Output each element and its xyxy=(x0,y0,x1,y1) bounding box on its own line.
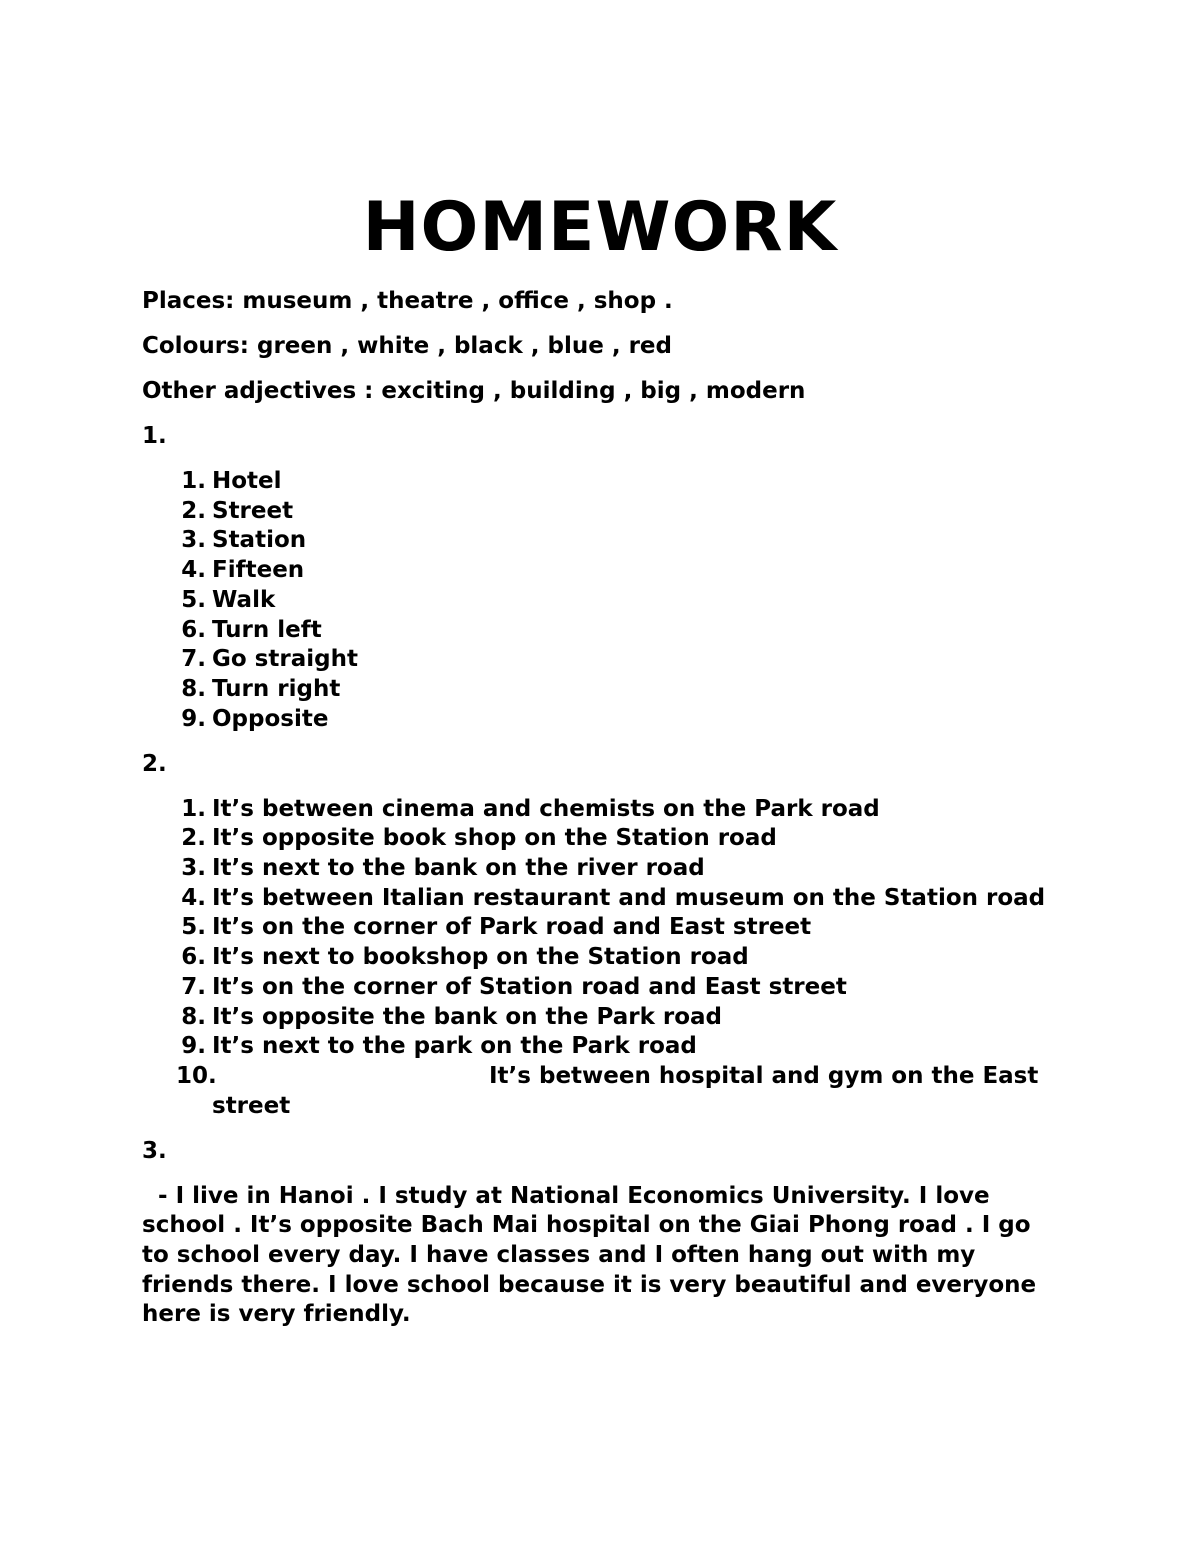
item-number: 6. xyxy=(181,944,206,971)
item-text: Walk xyxy=(212,586,276,613)
list-item xyxy=(142,1062,1062,1121)
item-number: 7. xyxy=(181,646,206,673)
item-number: 4. xyxy=(181,884,206,911)
places-line: Places: museum , theatre , office , shop . xyxy=(142,288,673,314)
list-item xyxy=(142,884,1062,914)
item-text: Turn right xyxy=(212,675,341,702)
list-item xyxy=(142,616,1062,646)
item-number: 9. xyxy=(181,1033,206,1060)
item-number: 2. xyxy=(181,825,206,852)
list-item xyxy=(142,795,1062,825)
item-text: Station xyxy=(212,527,307,554)
section-1-heading: 1. xyxy=(142,423,167,449)
section-2-heading: 2. xyxy=(142,750,167,777)
item-number: 6. xyxy=(181,616,206,643)
item-text: It’s between Italian restaurant and museum on the Station road xyxy=(212,884,1046,911)
list-item xyxy=(142,467,1062,497)
list-item xyxy=(142,913,1062,943)
item-text: It’s between hospital and gym on the East street xyxy=(212,1062,1039,1119)
list-item xyxy=(142,645,1062,675)
list-item xyxy=(142,497,1062,527)
list-item xyxy=(142,705,1062,735)
item-number: 10. xyxy=(176,1062,217,1089)
colours-line: Colours: green , white , black , blue , red xyxy=(142,333,672,359)
paragraph-text: - I live in Hanoi . I study at National Economics University. I love school . It’s opposite Bach Mai hospital on the Giai Phong road . I go to school every day. I have classes and I often hang out with my friends there. I love school because it is very beautiful and everyone here is very friendly. xyxy=(142,1182,1037,1328)
list-item xyxy=(142,586,1062,616)
list-item xyxy=(142,943,1062,973)
item-number: 8. xyxy=(181,675,206,702)
section-3-paragraph xyxy=(142,1182,1062,1331)
item-number: 3. xyxy=(181,855,206,882)
item-number: 7. xyxy=(181,973,206,1000)
list-item xyxy=(142,824,1062,854)
item-text: It’s on the corner of Station road and East street xyxy=(212,973,847,1000)
page-title: HOMEWORK xyxy=(362,188,838,267)
document-body xyxy=(142,287,1062,1330)
item-number: 8. xyxy=(181,1003,206,1030)
item-text: Go straight xyxy=(212,646,358,673)
item-text: Turn left xyxy=(212,616,322,643)
item-text: Street xyxy=(212,497,294,524)
section-2-list xyxy=(142,795,1062,1122)
list-item xyxy=(142,556,1062,586)
item-number: 2. xyxy=(181,497,206,524)
item-text: It’s between cinema and chemists on the Park road xyxy=(212,795,880,822)
item-text: It’s next to the park on the Park road xyxy=(212,1033,697,1060)
section-3-heading: 3. xyxy=(142,1137,167,1164)
item-number: 5. xyxy=(181,914,206,941)
item-text: It’s next to the bank on the river road xyxy=(212,855,705,882)
list-item xyxy=(142,675,1062,705)
item-text: It’s opposite the bank on the Park road xyxy=(212,1003,723,1030)
list-item xyxy=(142,854,1062,884)
adjectives-line: Other adjectives : exciting , building , big , modern xyxy=(142,378,806,404)
list-item xyxy=(142,1003,1062,1033)
item-number: 1. xyxy=(181,795,206,822)
list-item xyxy=(142,526,1062,556)
item-text: It’s on the corner of Park road and East street xyxy=(212,914,812,941)
item-text: Opposite xyxy=(212,705,329,732)
list-item xyxy=(142,973,1062,1003)
item-number: 9. xyxy=(181,705,206,732)
item-number: 1. xyxy=(181,468,206,494)
item-number: 4. xyxy=(181,557,206,584)
item-text: Fifteen xyxy=(212,557,305,584)
section-1-list xyxy=(142,467,1062,734)
item-text: It’s opposite book shop on the Station road xyxy=(212,825,777,852)
list-item xyxy=(142,1032,1062,1062)
item-number: 5. xyxy=(181,586,206,613)
item-text: Hotel xyxy=(212,468,282,494)
item-text: It’s next to bookshop on the Station road xyxy=(212,944,749,971)
item-number: 3. xyxy=(181,527,206,554)
